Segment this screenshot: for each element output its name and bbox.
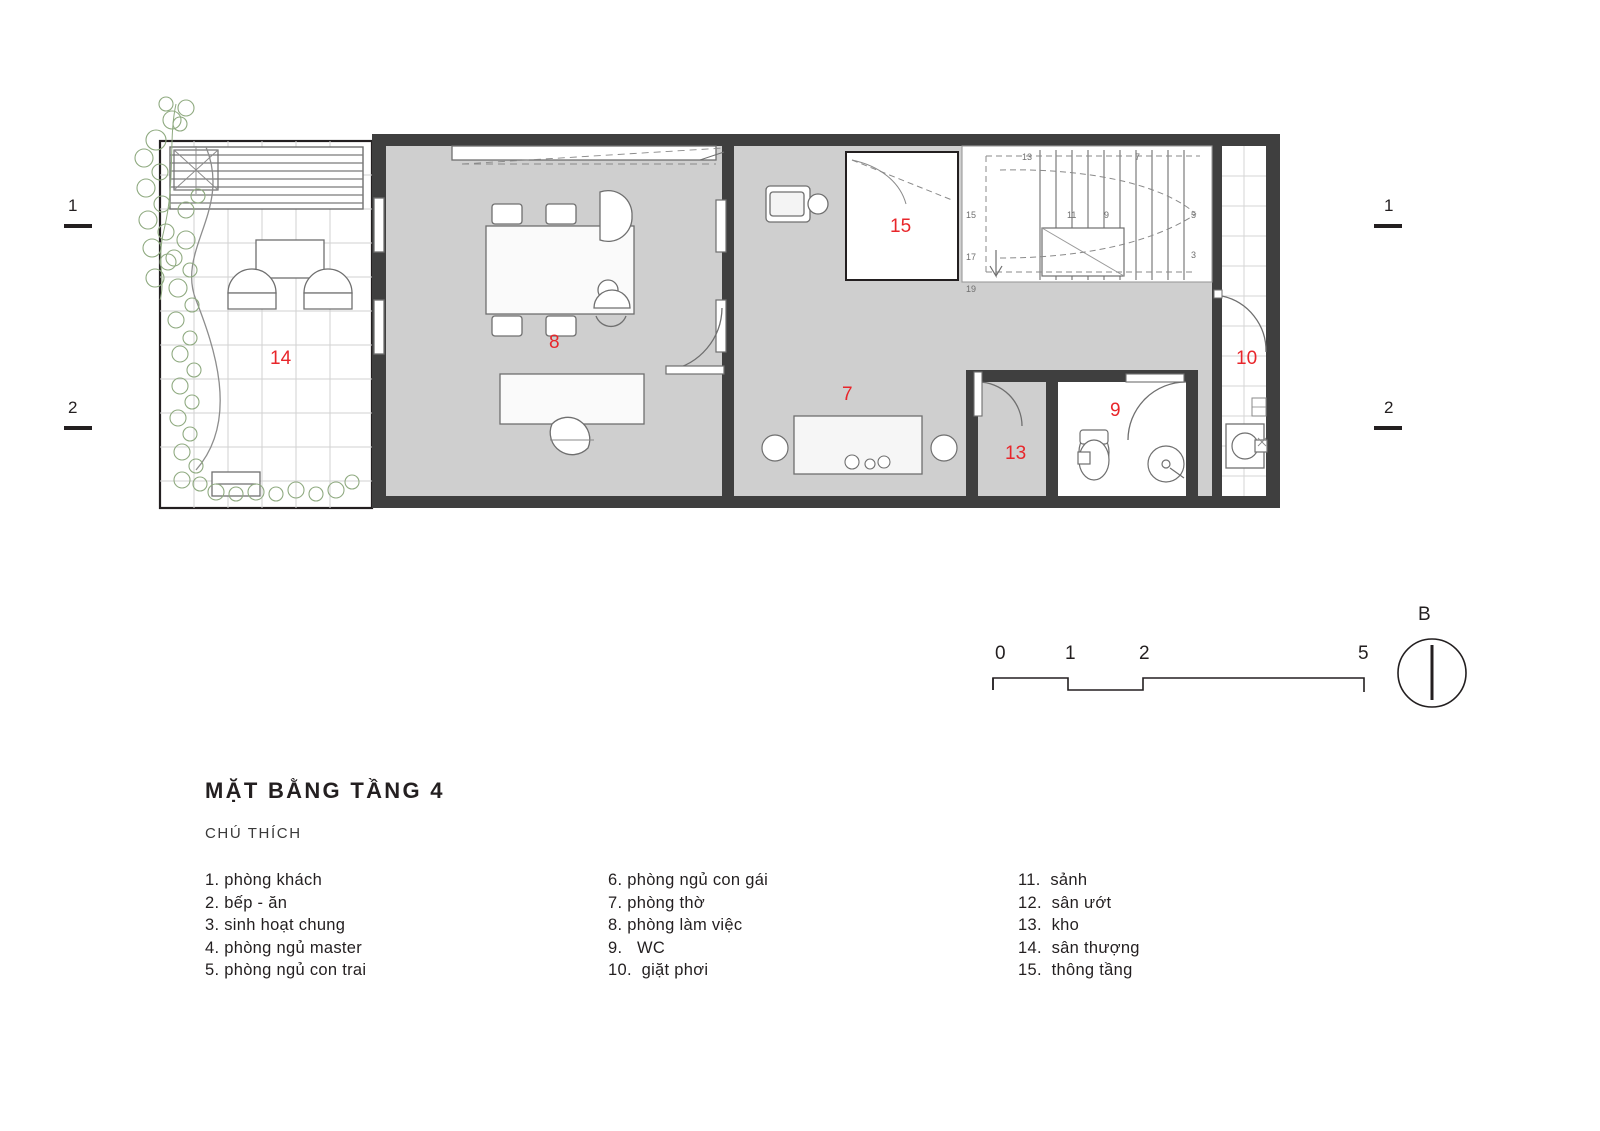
scale-bar bbox=[993, 678, 1364, 692]
north-arrow bbox=[1398, 639, 1466, 707]
room-number-10: 10 bbox=[1236, 348, 1258, 369]
stair-riser-9: 9 bbox=[1104, 210, 1110, 220]
room-number-7: 7 bbox=[842, 384, 853, 405]
section-bar-left-1 bbox=[64, 224, 92, 228]
legend-item: 10. giặt phơi bbox=[608, 961, 709, 980]
legend-item: 2. bếp - ăn bbox=[205, 893, 288, 912]
stair-riser-19: 19 bbox=[966, 284, 977, 294]
room-number-13: 13 bbox=[1005, 443, 1027, 464]
stair-riser-7: 7 bbox=[1135, 152, 1141, 162]
stair-riser-17: 17 bbox=[966, 252, 977, 262]
scale-tick-0: 0 bbox=[995, 643, 1006, 664]
staircase bbox=[962, 146, 1212, 282]
section-mark-left-1: 1 bbox=[68, 196, 78, 215]
north-label: B bbox=[1418, 604, 1431, 625]
room-number-8: 8 bbox=[549, 332, 560, 353]
legend-item: 9. WC bbox=[608, 938, 666, 957]
legend-column-1 bbox=[205, 869, 366, 982]
legend-item: 4. phòng ngủ master bbox=[205, 938, 363, 957]
legend-item: 15. thông tầng bbox=[1018, 961, 1133, 980]
stair-riser-15: 15 bbox=[966, 210, 977, 220]
legend-item: 8. phòng làm việc bbox=[608, 916, 743, 935]
legend-item: 6. phòng ngủ con gái bbox=[608, 871, 769, 889]
legend-item: 3. sinh hoạt chung bbox=[205, 916, 346, 935]
section-bar-left-2 bbox=[64, 426, 92, 430]
section-bar-right-1 bbox=[1374, 224, 1402, 228]
room-number-15: 15 bbox=[890, 216, 912, 237]
legend-item: 1. phòng khách bbox=[205, 871, 323, 889]
legend-heading: CHÚ THÍCH bbox=[205, 825, 302, 842]
room-number-14: 14 bbox=[270, 348, 292, 369]
section-mark-right-1: 1 bbox=[1384, 196, 1394, 215]
scale-tick-1: 1 bbox=[1065, 643, 1076, 664]
scale-tick-2: 2 bbox=[1139, 643, 1150, 664]
legend-item: 7. phòng thờ bbox=[608, 893, 705, 912]
section-mark-left-2: 2 bbox=[68, 398, 78, 417]
scale-tick-5: 5 bbox=[1358, 643, 1369, 664]
legend-item: 14. sân thượng bbox=[1018, 938, 1140, 957]
stair-riser-3: 3 bbox=[1191, 250, 1197, 260]
legend-column-3 bbox=[1018, 869, 1140, 982]
legend-column-2 bbox=[608, 869, 768, 982]
page-title: MẶT BẰNG TẦNG 4 bbox=[205, 778, 445, 803]
pergola-louvers bbox=[170, 146, 363, 209]
legend-item: 11. sảnh bbox=[1018, 871, 1088, 889]
legend-item: 12. sân ướt bbox=[1018, 893, 1112, 912]
room-number-9: 9 bbox=[1110, 400, 1121, 421]
stair-riser-11: 11 bbox=[1067, 210, 1077, 220]
legend-item: 5. phòng ngủ con trai bbox=[205, 961, 367, 980]
section-mark-right-2: 2 bbox=[1384, 398, 1394, 417]
stair-riser-5: 5 bbox=[1191, 210, 1197, 220]
section-bar-right-2 bbox=[1374, 426, 1402, 430]
stair-riser-13: 13 bbox=[1022, 152, 1033, 162]
legend-item: 13. kho bbox=[1018, 916, 1080, 935]
